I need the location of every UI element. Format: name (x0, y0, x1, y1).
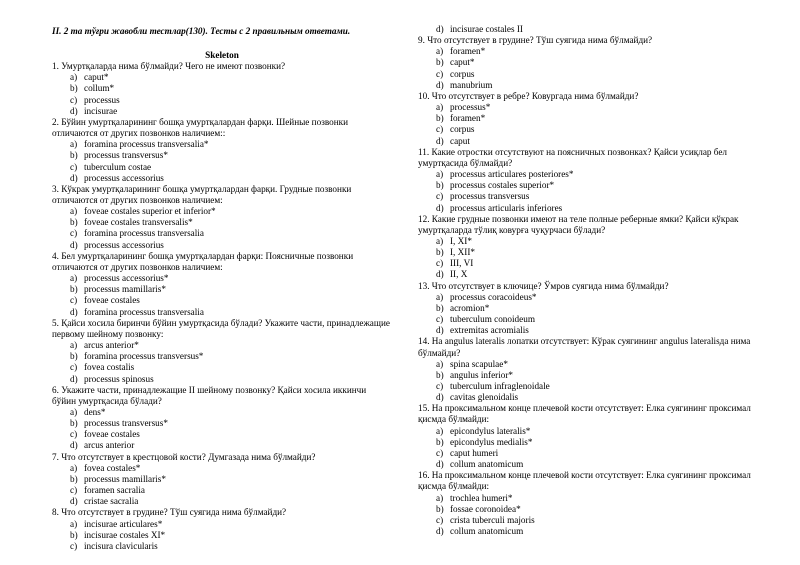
option-text: corpus (450, 124, 475, 135)
question-text: 6. Укажите части, принадлежащие II шейному позвонку? Қайси хосила иккинчи бўйин умуртқасида бўлади? (52, 384, 367, 406)
option-text: processus mamillaris* (84, 284, 166, 295)
answer-option (52, 374, 392, 385)
option-letter: b) (70, 83, 78, 94)
option-letter: b) (436, 302, 444, 313)
question-block (52, 452, 392, 508)
option-letter: b) (436, 113, 444, 124)
option-text: incisurae articulares* (84, 518, 163, 529)
answer-option (52, 240, 392, 251)
option-text: arcus anterior* (84, 340, 139, 351)
answer-option (52, 429, 392, 440)
question-block (418, 403, 763, 470)
option-text: epicondylus lateralis* (450, 425, 531, 436)
option-letter: d) (70, 105, 78, 116)
question-block (52, 318, 392, 385)
answer-option (52, 295, 392, 306)
option-letter: c) (436, 514, 444, 525)
option-letter: b) (436, 436, 444, 447)
answer-option (418, 102, 763, 113)
answer-option (418, 515, 763, 526)
option-text: processus transversus (450, 191, 530, 202)
option-letter: a) (436, 46, 444, 57)
option-letter: d) (436, 526, 444, 537)
answer-option (52, 496, 392, 507)
question-block (52, 61, 392, 117)
option-letter: a) (70, 139, 78, 150)
option-letter: d) (70, 373, 78, 384)
question-text: 13. Что отсутствует в ключице? Ўмров суягида нима бўлмайди? (418, 280, 669, 291)
answer-options (418, 493, 763, 538)
option-letter: b) (70, 217, 78, 228)
question-block (418, 24, 763, 35)
answer-option (418, 426, 763, 437)
option-letter: c) (436, 124, 444, 135)
answer-option (52, 519, 392, 530)
section-title: Skeleton (205, 50, 239, 60)
left-column (52, 26, 392, 552)
option-letter: a) (70, 340, 78, 351)
option-text: fovea costales* (84, 462, 141, 473)
option-letter: c) (70, 161, 78, 172)
option-letter: d) (70, 172, 78, 183)
answer-options (52, 273, 392, 318)
option-text: cavitas glenoidalis (450, 392, 519, 403)
option-letter: c) (70, 228, 78, 239)
answer-option (418, 57, 763, 68)
option-letter: b) (70, 418, 78, 429)
answer-option (418, 292, 763, 303)
answer-option (52, 474, 392, 485)
option-text: collum* (84, 83, 115, 94)
option-letter: a) (70, 462, 78, 473)
option-text: processus* (450, 102, 491, 113)
answer-options (52, 139, 392, 184)
option-text: tuberculum infraglenoidale (450, 381, 550, 391)
answer-options (52, 340, 392, 385)
option-letter: d) (436, 202, 444, 213)
option-text: incisurae costales II (450, 24, 523, 34)
answer-option (52, 228, 392, 239)
answer-options (418, 359, 763, 404)
option-letter: c) (70, 429, 78, 440)
option-text: foramen* (450, 46, 486, 57)
answer-options (418, 292, 763, 337)
answer-option (52, 139, 392, 150)
option-letter: c) (436, 381, 444, 391)
answer-option (418, 504, 763, 515)
question-block (418, 470, 763, 537)
question-block (418, 281, 763, 337)
option-text: foramen* (450, 113, 486, 124)
right-question-list (418, 24, 763, 537)
answer-option (52, 83, 392, 94)
option-text: foramina processus transversalia (84, 228, 204, 239)
question-text: 12. Какие грудные позвонки имеют на теле полные реберные ямки? Қайси кўкрак умуртқаларда тўлиқ ковурға чуқурчаси бўлади? (418, 213, 739, 235)
option-letter: a) (70, 72, 78, 83)
option-text: processus transversus* (84, 150, 168, 161)
option-text: extremitas acromialis (450, 325, 529, 336)
option-text: arcus anterior (84, 440, 135, 451)
answer-options (52, 206, 392, 251)
question-text: 1. Умуртқаларда нима бўлмайди? Чего не имеют позвонки? (52, 61, 286, 72)
option-letter: a) (436, 102, 444, 113)
option-letter: a) (436, 492, 444, 503)
answer-option (52, 106, 392, 117)
option-text: processus spinosus (84, 373, 154, 384)
option-text: processus (84, 94, 120, 105)
answer-option (418, 437, 763, 448)
question-text: 2. Бўйин умуртқаларининг бошқа умуртқалардан фарқи. Шейные позвонки отличаются от других позвонков наличием:: (52, 116, 348, 139)
answer-options (418, 46, 763, 91)
question-block (418, 336, 763, 403)
answer-option (52, 362, 392, 373)
option-text: epicondylus medialis* (450, 436, 533, 447)
question-text: 9. Что отсутствует в грудине? Тўш суягида нима бўлмайди? (418, 35, 653, 46)
option-text: corpus (450, 68, 475, 79)
answer-option (418, 392, 763, 403)
answer-option (418, 314, 763, 325)
option-letter: c) (436, 447, 444, 458)
option-letter: d) (436, 459, 444, 470)
option-letter: c) (70, 94, 78, 105)
answer-options (418, 24, 763, 35)
answer-option (418, 359, 763, 370)
answer-option (52, 206, 392, 217)
question-text: 10. Что отсутствует в ребре? Ковургада нима бўлмайди? (418, 90, 639, 101)
option-text: tuberculum costae (84, 161, 152, 172)
option-text: collum anatomicum (450, 526, 524, 537)
option-text: foveae costales (84, 429, 140, 440)
option-text: foveae costales (84, 295, 140, 306)
question-text: 15. На проксимальном конце плечевой кости отсутствует: Елка суягининг проксимал қисмда бўлмайди: (418, 403, 751, 425)
option-text: foveae costales transversalis* (84, 217, 193, 228)
option-letter: c) (70, 540, 78, 551)
answer-options (418, 102, 763, 147)
question-block (418, 91, 763, 147)
question-block (52, 507, 392, 552)
option-text: incisurae costales XI* (84, 529, 166, 540)
option-text: foramen sacralia (84, 485, 145, 496)
option-letter: d) (436, 24, 444, 34)
answer-option (52, 150, 392, 161)
option-text: processus accessorius (84, 172, 164, 183)
answer-option (418, 303, 763, 314)
option-text: processus transversus* (84, 418, 168, 429)
option-text: acromion* (450, 302, 490, 313)
option-letter: c) (70, 362, 78, 373)
question-block (52, 251, 392, 318)
option-letter: b) (436, 503, 444, 514)
answer-option (418, 236, 763, 247)
answer-option (418, 258, 763, 269)
answer-option (418, 124, 763, 135)
option-text: caput (450, 135, 470, 146)
answer-option (418, 136, 763, 147)
option-letter: a) (70, 406, 78, 417)
answer-option (52, 162, 392, 173)
option-text: tuberculum conoideum (450, 314, 535, 325)
option-letter: a) (70, 273, 78, 284)
answer-option (52, 95, 392, 106)
answer-option (52, 463, 392, 474)
answer-option (52, 173, 392, 184)
option-letter: b) (436, 57, 444, 68)
option-text: processus coracoideus* (450, 291, 537, 302)
answer-option (418, 80, 763, 91)
question-block (52, 117, 392, 184)
option-letter: a) (70, 206, 78, 217)
option-letter: d) (436, 269, 444, 280)
option-letter: c) (436, 68, 444, 79)
option-text: foveae costales superior et inferior* (84, 206, 216, 217)
answer-option (418, 459, 763, 470)
option-letter: c) (436, 191, 444, 202)
answer-option (418, 381, 763, 392)
option-text: crista tuberculi majoris (450, 514, 535, 525)
option-letter: b) (70, 284, 78, 295)
question-block (418, 214, 763, 281)
option-text: processus articularis inferiores (450, 202, 563, 213)
answer-option (52, 440, 392, 451)
answer-option (418, 269, 763, 280)
option-text: III, VI (450, 258, 474, 269)
option-letter: c) (436, 314, 444, 325)
option-letter: c) (70, 485, 78, 496)
option-text: caput* (450, 57, 475, 68)
answer-option (52, 418, 392, 429)
option-text: caput humeri (450, 447, 499, 458)
option-letter: b) (436, 247, 444, 258)
option-letter: b) (436, 180, 444, 191)
answer-options (52, 519, 392, 552)
option-text: incisura clavicularis (84, 540, 158, 551)
option-text: fovea costalis (84, 362, 135, 373)
answer-option (418, 180, 763, 191)
answer-option (52, 541, 392, 552)
option-letter: b) (70, 529, 78, 540)
option-text: spina scapulae* (450, 358, 508, 369)
question-text: 11. Какие отростки отсутствуют на поясничных позвонках? Қайси усиқлар бел умуртқасида бўлмайди? (418, 146, 728, 168)
option-letter: a) (70, 518, 78, 529)
option-text: II, X (450, 269, 468, 280)
option-letter: d) (70, 306, 78, 317)
option-text: processus costales superior* (450, 180, 555, 191)
answer-option (52, 485, 392, 496)
answer-options (52, 463, 392, 508)
option-text: foramina processus transversalia (84, 306, 204, 317)
option-text: I, XII* (450, 247, 476, 258)
option-letter: b) (436, 369, 444, 380)
answer-option (418, 325, 763, 336)
option-letter: d) (70, 496, 78, 507)
option-text: cristae sacralia (84, 496, 139, 507)
answer-option (418, 191, 763, 202)
answer-option (418, 526, 763, 537)
option-letter: b) (70, 351, 78, 362)
option-text: processus accessorius (84, 239, 164, 250)
answer-option (52, 351, 392, 362)
option-letter: b) (70, 150, 78, 161)
option-letter: d) (436, 392, 444, 403)
option-text: collum anatomicum (450, 459, 524, 470)
option-text: incisurae (84, 105, 118, 116)
answer-option (418, 113, 763, 124)
right-column (418, 24, 763, 537)
option-text: angulus inferior* (450, 369, 514, 380)
option-letter: d) (436, 135, 444, 146)
answer-options (418, 169, 763, 214)
option-letter: b) (70, 473, 78, 484)
left-question-list (52, 61, 392, 552)
option-text: processus mamillaris* (84, 473, 166, 484)
question-text: 7. Что отсутствует в крестцовой кости? Думгазада нима бўлмайди? (52, 451, 316, 462)
option-text: foramina processus transversus* (84, 351, 204, 362)
answer-option (418, 69, 763, 80)
answer-option (418, 169, 763, 180)
answer-option (52, 340, 392, 351)
question-text: 3. Кўкрак умуртқаларининг бошқа умуртқалардан фарқи. Грудные позвонки отличаются от других позвонков наличием: (52, 183, 352, 206)
answer-option (418, 448, 763, 459)
option-text: I, XI* (450, 235, 472, 246)
question-text: 8. Что отсутствует в грудине? Тўш суягида нима бўлмайди? (52, 507, 287, 518)
option-text: foramina processus transversalia* (84, 139, 209, 150)
option-text: dens* (84, 406, 106, 417)
option-text: trochlea humeri* (450, 492, 513, 503)
answer-option (52, 307, 392, 318)
option-text: fossae coronoidea* (450, 503, 521, 514)
question-text: 5. Қайси хосила биринчи бўйин умуртқасида бўлади? Укажите части, принадлежащие первому шейному позвонку: (52, 317, 390, 339)
answer-option (418, 46, 763, 57)
option-letter: d) (436, 325, 444, 336)
answer-options (52, 407, 392, 452)
answer-option (52, 530, 392, 541)
option-letter: d) (436, 79, 444, 90)
document-heading: II. 2 та тўғри жавобли тестлар(130). Тесты с 2 правильным ответами. (52, 26, 351, 36)
option-letter: a) (436, 235, 444, 246)
answer-option (52, 284, 392, 295)
question-text: 14. На angulus lateralis лопатки отсутствует: Кўрак суягининг angulus lateralisда нима бўлмайди? (418, 336, 751, 358)
option-letter: a) (436, 169, 444, 180)
question-block (52, 184, 392, 251)
option-text: manubrium (450, 79, 493, 90)
answer-option (418, 493, 763, 504)
option-letter: c) (70, 295, 78, 306)
answer-options (418, 426, 763, 471)
option-letter: d) (70, 440, 78, 451)
option-text: caput* (84, 72, 109, 83)
answer-option (52, 217, 392, 228)
question-block (418, 147, 763, 214)
question-text: 16. На проксимальном конце плечевой кости отсутствует: Елка суягининг проксимал қисмда бўлмайди: (418, 470, 751, 492)
answer-option (52, 407, 392, 418)
option-letter: a) (436, 291, 444, 302)
answer-option (418, 247, 763, 258)
answer-options (418, 236, 763, 281)
answer-option (418, 370, 763, 381)
option-text: processus accessorius* (84, 273, 169, 284)
question-block (52, 385, 392, 452)
option-letter: a) (436, 425, 444, 436)
answer-option (418, 203, 763, 214)
option-letter: a) (436, 358, 444, 369)
question-block (418, 35, 763, 91)
option-letter: c) (436, 258, 444, 269)
question-text: 4. Бел умуртқаларининг бошқа умуртқалардан фарқи: Поясничные позвонки отличаются от других позвонков наличием: (52, 250, 354, 272)
option-letter: d) (70, 239, 78, 250)
answer-options (52, 72, 392, 117)
answer-option (52, 72, 392, 83)
answer-option (52, 273, 392, 284)
answer-option (418, 24, 763, 35)
option-text: processus articulares posteriores* (450, 169, 574, 180)
